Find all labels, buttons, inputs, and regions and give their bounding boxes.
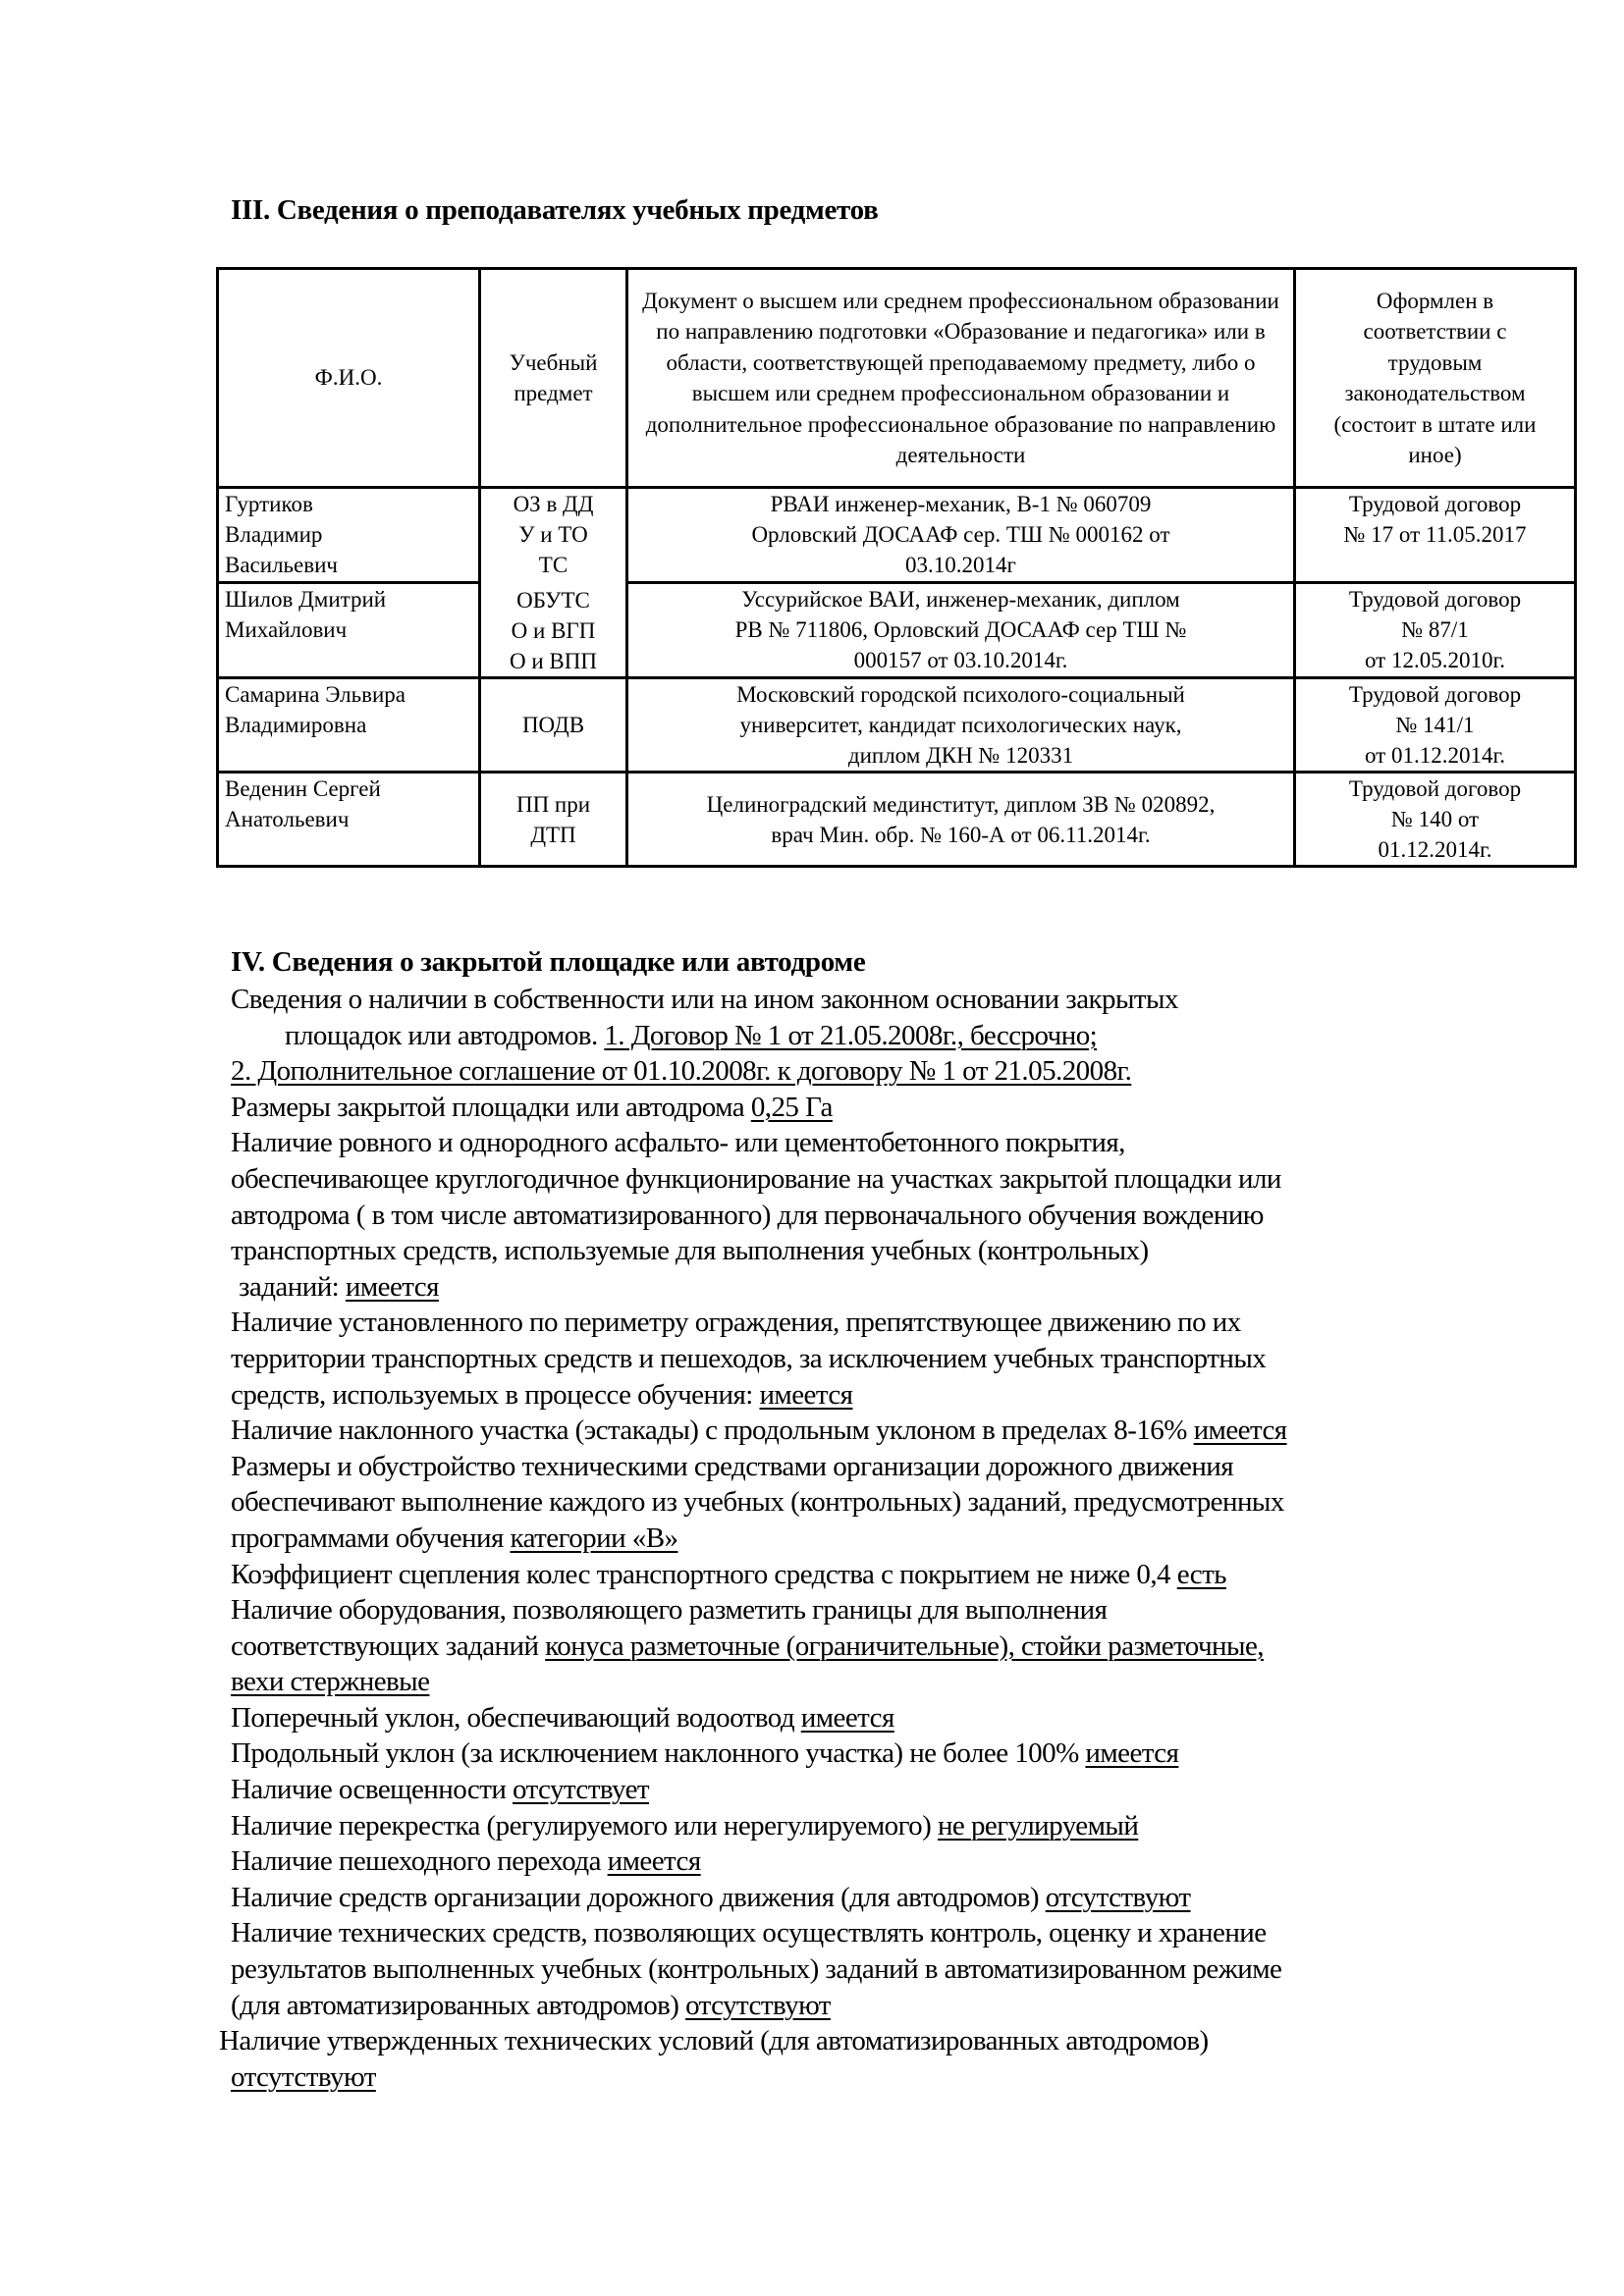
ownership-item	[231, 982, 1605, 1090]
employment-line: Трудовой договор	[1348, 492, 1522, 516]
header-employment: Оформлен в соответствии с трудовым законодательством (состоит в штате или иное)	[1295, 269, 1576, 488]
text-line	[231, 1484, 1605, 1521]
teacher-subjects-shared	[480, 488, 627, 678]
document-line: 03.10.2014г	[905, 553, 1016, 577]
label-text: средств, используемых в процессе обучения:	[231, 1378, 760, 1411]
section-3-title: III. Сведения о преподавателях учебных предметов	[231, 194, 879, 226]
text-line	[231, 1557, 1605, 1593]
text-line	[231, 1735, 1605, 1772]
teacher-name	[218, 773, 480, 867]
employment-line: № 17 от 11.05.2017	[1343, 522, 1527, 547]
marking-equipment-item	[231, 1592, 1605, 1700]
friction-item	[231, 1557, 1605, 1593]
value-text: имеется	[1193, 1415, 1287, 1447]
subject-line: ОЗ в ДД	[513, 492, 594, 516]
label-text: транспортных средств, используемые для выполнения учебных (контрольных)	[231, 1235, 1149, 1267]
name-line: Владимир	[225, 522, 323, 547]
teacher-document	[627, 773, 1295, 867]
document-line: Московский городской психолого-социальный	[736, 682, 1185, 707]
label-text: заданий:	[239, 1270, 346, 1303]
text-line	[231, 1988, 1605, 2024]
traffic-control-item	[231, 1880, 1605, 1916]
technical-means-item	[231, 1915, 1605, 2023]
subject-line: У и ТО	[518, 522, 588, 547]
name-line: Михайлович	[225, 617, 348, 642]
slope-section-item	[231, 1413, 1605, 1449]
text-line	[231, 1521, 1605, 1557]
value-text: 2. Дополнительное соглашение от 01.10.2008г. к договору № 1 от 21.05.2008г.	[231, 1055, 1132, 1088]
label-text: Наличие средств организации дорожного движения (для автодромов)	[231, 1881, 1046, 1913]
text-line	[231, 1269, 1605, 1306]
traffic-equipment-item	[231, 1449, 1605, 1557]
value-text: имеется	[607, 1845, 701, 1878]
text-line	[219, 2023, 1605, 2059]
label-text: обеспечивающее круглогодичное функционирование на участках закрытой площадки или	[231, 1162, 1281, 1195]
label-text: Наличие перекрестка (регулируемого или нерегулируемого)	[231, 1809, 938, 1842]
label-text: Размеры закрытой площадки или автодрома	[231, 1091, 751, 1123]
employment-line: Трудовой договор	[1348, 587, 1522, 612]
text-line	[231, 1053, 1605, 1090]
document-line: 000157 от 03.10.2014г.	[853, 648, 1068, 672]
employment-line: от 01.12.2014г.	[1364, 743, 1506, 768]
value-text: отсутствуют	[1045, 1881, 1191, 1913]
text-line	[231, 1413, 1605, 1449]
fence-item	[231, 1305, 1605, 1413]
teacher-document	[627, 488, 1295, 583]
text-line	[231, 1915, 1605, 1951]
value-text: категории «В»	[510, 1522, 678, 1554]
document-line: университет, кандидат психологических наук,	[739, 713, 1182, 737]
label-text: Поперечный уклон, обеспечивающий водоотвод	[231, 1701, 801, 1734]
teacher-subject	[480, 773, 627, 867]
document-line: РВАИ инженер-механик, В-1 № 060709	[770, 492, 1152, 516]
text-line	[231, 1341, 1605, 1377]
label-text: программами обучения	[231, 1522, 511, 1554]
label-text: Размеры и обустройство техническими средствами организации дорожного движения	[231, 1450, 1234, 1482]
intersection-item	[231, 1808, 1605, 1844]
label-text: Наличие пешеходного перехода	[231, 1845, 608, 1878]
teacher-subject	[480, 678, 627, 773]
longitudinal-slope-item	[231, 1735, 1605, 1772]
subject-line: ПП при	[515, 791, 591, 817]
header-name: Ф.И.О.	[218, 269, 480, 488]
label-text: Наличие освещенности	[231, 1774, 514, 1806]
text-line	[231, 1880, 1605, 1916]
label-text: Наличие ровного и однородного асфальто- или цементобетонного покрытия,	[231, 1127, 1125, 1159]
name-line: Веденин Сергей	[225, 776, 381, 801]
text-line	[231, 1125, 1605, 1161]
employment-line: № 141/1	[1395, 713, 1475, 737]
text-line	[231, 1843, 1605, 1880]
teacher-employment	[1295, 678, 1576, 773]
subject-line: ДТП	[530, 822, 576, 847]
text-line	[231, 1018, 1605, 1054]
text-line	[231, 1772, 1605, 1808]
document-line: диплом ДКН № 120331	[847, 743, 1074, 768]
lighting-item	[231, 1772, 1605, 1808]
text-line	[231, 1090, 1605, 1126]
document-line: Орловский ДОСААФ сер. ТШ № 000162 от	[751, 522, 1170, 547]
text-line	[231, 1664, 1605, 1700]
text-line	[231, 1700, 1605, 1736]
teacher-employment	[1295, 583, 1576, 678]
table-row	[218, 583, 1576, 678]
label-text: площадок или автодромов.	[285, 1019, 605, 1051]
section-4-body	[219, 982, 1605, 2095]
value-text: 1. Договор № 1 от 21.05.2008г., бессрочно;	[604, 1019, 1098, 1051]
text-line	[231, 1161, 1605, 1198]
teacher-document	[627, 583, 1295, 678]
table-row	[218, 773, 1576, 867]
section-4-title: IV. Сведения о закрытой площадке или автодроме	[231, 946, 866, 978]
text-line	[231, 1629, 1605, 1665]
teacher-name	[218, 583, 480, 678]
label-text: обеспечивают выполнение каждого из учебных (контрольных) заданий, предусмотренных	[231, 1486, 1284, 1519]
value-text: имеется	[345, 1270, 439, 1303]
text-line	[231, 2059, 1605, 2096]
label-text: (для автоматизированных автодромов)	[231, 1989, 686, 2021]
label-text: результатов выполненных учебных (контрольных) заданий в автоматизированном режиме	[231, 1953, 1282, 1986]
teachers-table	[216, 267, 1577, 868]
subject-line: О и ВГП	[511, 618, 596, 643]
name-line: Васильевич	[225, 553, 338, 577]
teacher-name	[218, 488, 480, 583]
value-text: 0,25 Га	[750, 1091, 833, 1123]
table-row	[218, 678, 1576, 773]
teacher-document	[627, 678, 1295, 773]
area-size-item	[231, 1090, 1605, 1126]
text-line	[231, 1198, 1605, 1234]
document-line: Уссурийское ВАИ, инженер-механик, диплом	[741, 587, 1180, 612]
surface-item	[231, 1125, 1605, 1305]
name-line: Анатольевич	[225, 807, 350, 831]
teacher-employment	[1295, 488, 1576, 583]
text-line	[231, 1305, 1605, 1341]
value-text: конуса разметочные (ограничительные), стойки разметочные,	[545, 1629, 1264, 1662]
label-text: Наличие наклонного участка (эстакады) с продольным уклоном в пределах 8-16%	[231, 1415, 1194, 1447]
name-line: Владимировна	[225, 713, 367, 737]
employment-line: 01.12.2014г.	[1378, 837, 1492, 862]
subject-line: ОБУТС	[516, 588, 590, 613]
value-text: есть	[1176, 1558, 1226, 1590]
label-text: территории транспортных средств и пешеходов, за исключением учебных транспортных	[231, 1342, 1267, 1374]
teacher-employment	[1295, 773, 1576, 867]
header-document: Документ о высшем или среднем профессиональном образовании по направлению подготовки «Образование и педагогика» или в области, соответствующей преподаваемому предмету, либо о высшем или среднем профессиональном образовании и дополнительное профессиональное образование по направлению деятельности	[627, 269, 1295, 488]
cross-slope-item	[231, 1700, 1605, 1736]
label-text: Наличие установленного по периметру ограждения, препятствующее движению по их	[231, 1307, 1241, 1339]
employment-line: Трудовой договор	[1348, 776, 1522, 801]
value-text: отсутствует	[513, 1774, 650, 1806]
subject-line: О и ВПП	[510, 649, 597, 673]
value-text: вехи стержневые	[231, 1666, 430, 1698]
technical-conditions-item	[219, 2023, 1605, 2095]
text-line	[231, 1377, 1605, 1414]
name-line: Шилов Дмитрий	[225, 587, 387, 612]
table-row	[218, 488, 1576, 583]
document-line: Целиноградский мединститут, диплом ЗВ № 020892,	[706, 791, 1216, 817]
text-line	[231, 1592, 1605, 1629]
text-line	[231, 982, 1605, 1018]
crosswalk-item	[231, 1843, 1605, 1880]
text-line	[231, 1233, 1605, 1269]
value-text: не регулируемый	[937, 1809, 1139, 1842]
value-text: имеется	[800, 1701, 894, 1734]
employment-line: от 12.05.2010г.	[1364, 648, 1506, 672]
header-subject: Учебный предмет	[480, 269, 627, 488]
subject-line: ТС	[538, 553, 568, 577]
value-text: имеется	[1085, 1737, 1179, 1770]
label-text: соответствующих заданий	[231, 1629, 546, 1662]
value-text: отсутствуют	[231, 2060, 376, 2093]
label-text: Наличие технических средств, позволяющих осуществлять контроль, оценку и хранение	[231, 1917, 1267, 1949]
text-line	[231, 1808, 1605, 1844]
value-text: отсутствуют	[685, 1989, 831, 2021]
name-line: Гуртиков	[225, 492, 313, 516]
value-text: имеется	[759, 1378, 853, 1411]
document-line: РВ № 711806, Орловский ДОСААФ сер ТШ №	[734, 617, 1187, 642]
text-line	[231, 1951, 1605, 1988]
label-text: Продольный уклон (за исключением наклонного участка) не более 100%	[231, 1737, 1086, 1770]
employment-line: № 87/1	[1401, 617, 1469, 642]
label-text: Наличие утвержденных технических условий (для автоматизированных автодромов)	[219, 2025, 1209, 2057]
teacher-name	[218, 678, 480, 773]
table-header-row	[218, 269, 1576, 488]
label-text: автодрома ( в том числе автоматизированного) для первоначального обучения вождению	[231, 1199, 1264, 1231]
employment-line: № 140 от	[1390, 807, 1480, 831]
label-text: Наличие оборудования, позволяющего разметить границы для выполнения	[231, 1594, 1108, 1627]
name-line: Самарина Эльвира	[225, 682, 406, 707]
subject-line: ПОДВ	[521, 713, 585, 737]
employment-line: Трудовой договор	[1348, 682, 1522, 707]
label-text: Сведения о наличии в собственности или на ином законном основании закрытых	[231, 984, 1178, 1015]
document-line: врач Мин. обр. № 160-А от 06.11.2014г.	[771, 822, 1151, 847]
label-text: Коэффициент сцепления колес транспортного средства с покрытием не ниже 0,4	[231, 1558, 1177, 1590]
text-line	[231, 1449, 1605, 1485]
